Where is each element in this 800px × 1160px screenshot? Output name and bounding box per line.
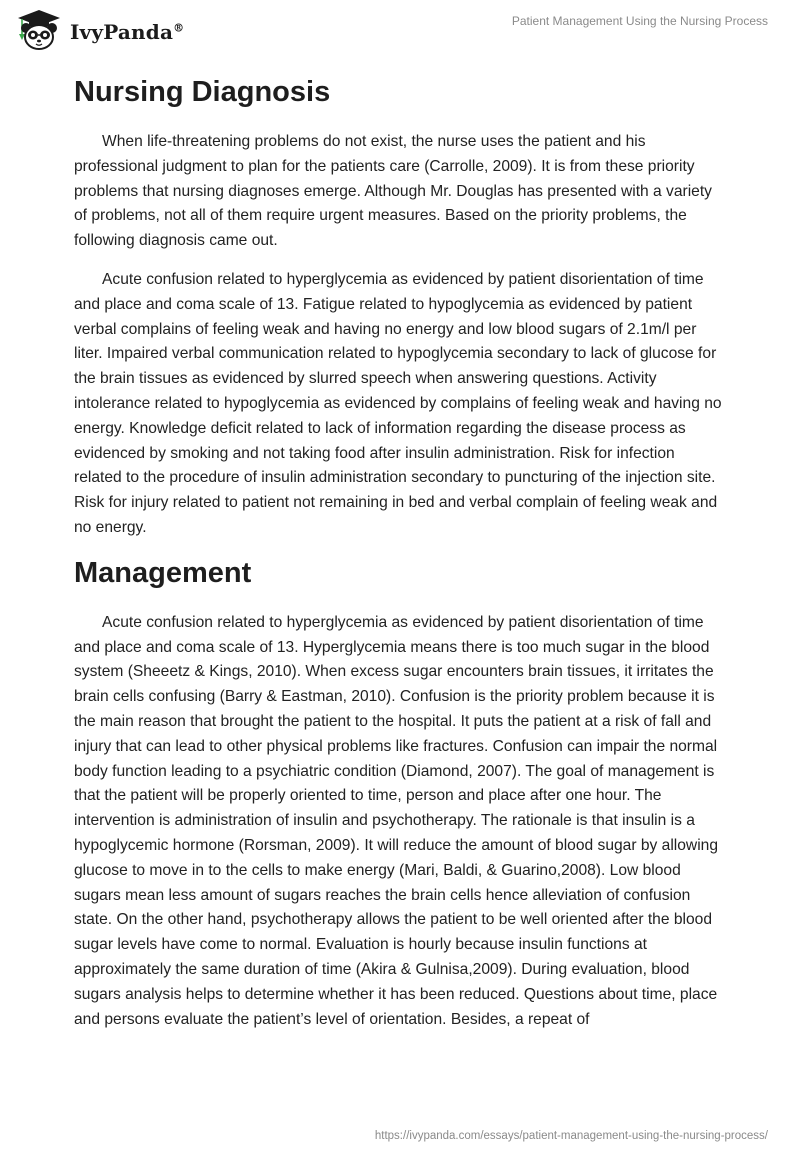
brand-name: IvyPanda® — [70, 20, 185, 44]
ivypanda-logo[interactable] — [14, 8, 184, 52]
section-heading-nursing-diagnosis: Nursing Diagnosis — [74, 76, 331, 108]
registered-mark: ® — [173, 21, 185, 35]
paragraph: Acute confusion related to hyperglycemia as evidenced by patient disorientation of time and place and coma scale of 13. Fatigue related to hypoglycemia as evidenced by patient verbal complains of feeling weak and having no energy and low blood sugars of 2.1m/l per liter. Impaired verbal communication related to hypoglycemia secondary to lack of glucose for the brain tissues as evidenced by slurred speech when answering questions. Activity intolerance related to hypoglycemia as evidenced by complains of feeling weak and having no energy. Knowledge deficit related to lack of information regarding the disease process as evidenced by smoking and not taking food after insulin administration. Risk for infection related to the procedure of insulin administration secondary to puncturing of the injection site. Risk for injury related to patient not remaining in bed and verbal complain of feeling weak and no energy. — [74, 270, 722, 536]
page-header — [0, 0, 800, 56]
document-title: Patient Management Using the Nursing Process — [511, 14, 768, 28]
paragraph: Acute confusion related to hyperglycemia as evidenced by patient disorientation of time and place and coma scale of 13. Hyperglycemia means there is too much sugar in the blood system (Sheeetz & Kings, 2010). When excess sugar encounters brain tissues, it irritates the brain cells confusing (Barry & Eastman, 2010). Confusion is the priority problem because it is the main reason that brought the patient to the hospital. It puts the patient at a risk of fall and injury that can lead to other physical problems like fractures. Confusion can impair the normal body function leading to a psychiatric condition (Diamond, 2007). The goal of management is that the patient will be properly oriented to time, person and place after one hour. The intervention is administration of insulin and psychotherapy. The rationale is that insulin is a hypoglycemic hormone (Rorsman, 2009). It will reduce the amount of blood sugar by allowing glucose to move in to the cells to make energy (Mari, Baldi, & Guarino,2008). Low blood sugars mean less amount of sugars reaches the brain cells hence alleviation of confusion state. On the other hand, psychotherapy allows the patient to be well oriented after the blood sugar levels have come to normal. Evaluation is hourly because insulin functions at approximately the same duration of time (Akira & Gulnisa,2009). During evaluation, blood sugars analysis helps to determine whether it has been reduced. Questions about time, place and persons evaluate the patient’s level of orientation. Besides, a repeat of — [74, 613, 719, 1028]
article-body — [74, 68, 726, 1046]
paragraph: When life-threatening problems do not exist, the nurse uses the patient and his professional judgment to plan for the patients care (Carrolle, 2009). It is from these priority problems that nursing diagnoses emerge. Although Mr. Douglas has presented with a variety of problems, not all of them require urgent measures. Based on the priority problems, the following diagnosis came out. — [74, 133, 712, 250]
section-heading-management: Management — [74, 556, 252, 589]
panda-graduation-cap-icon — [14, 8, 64, 52]
source-url[interactable]: https://ivypanda.com/essays/patient-management-using-the-nursing-process/ — [374, 1130, 768, 1142]
